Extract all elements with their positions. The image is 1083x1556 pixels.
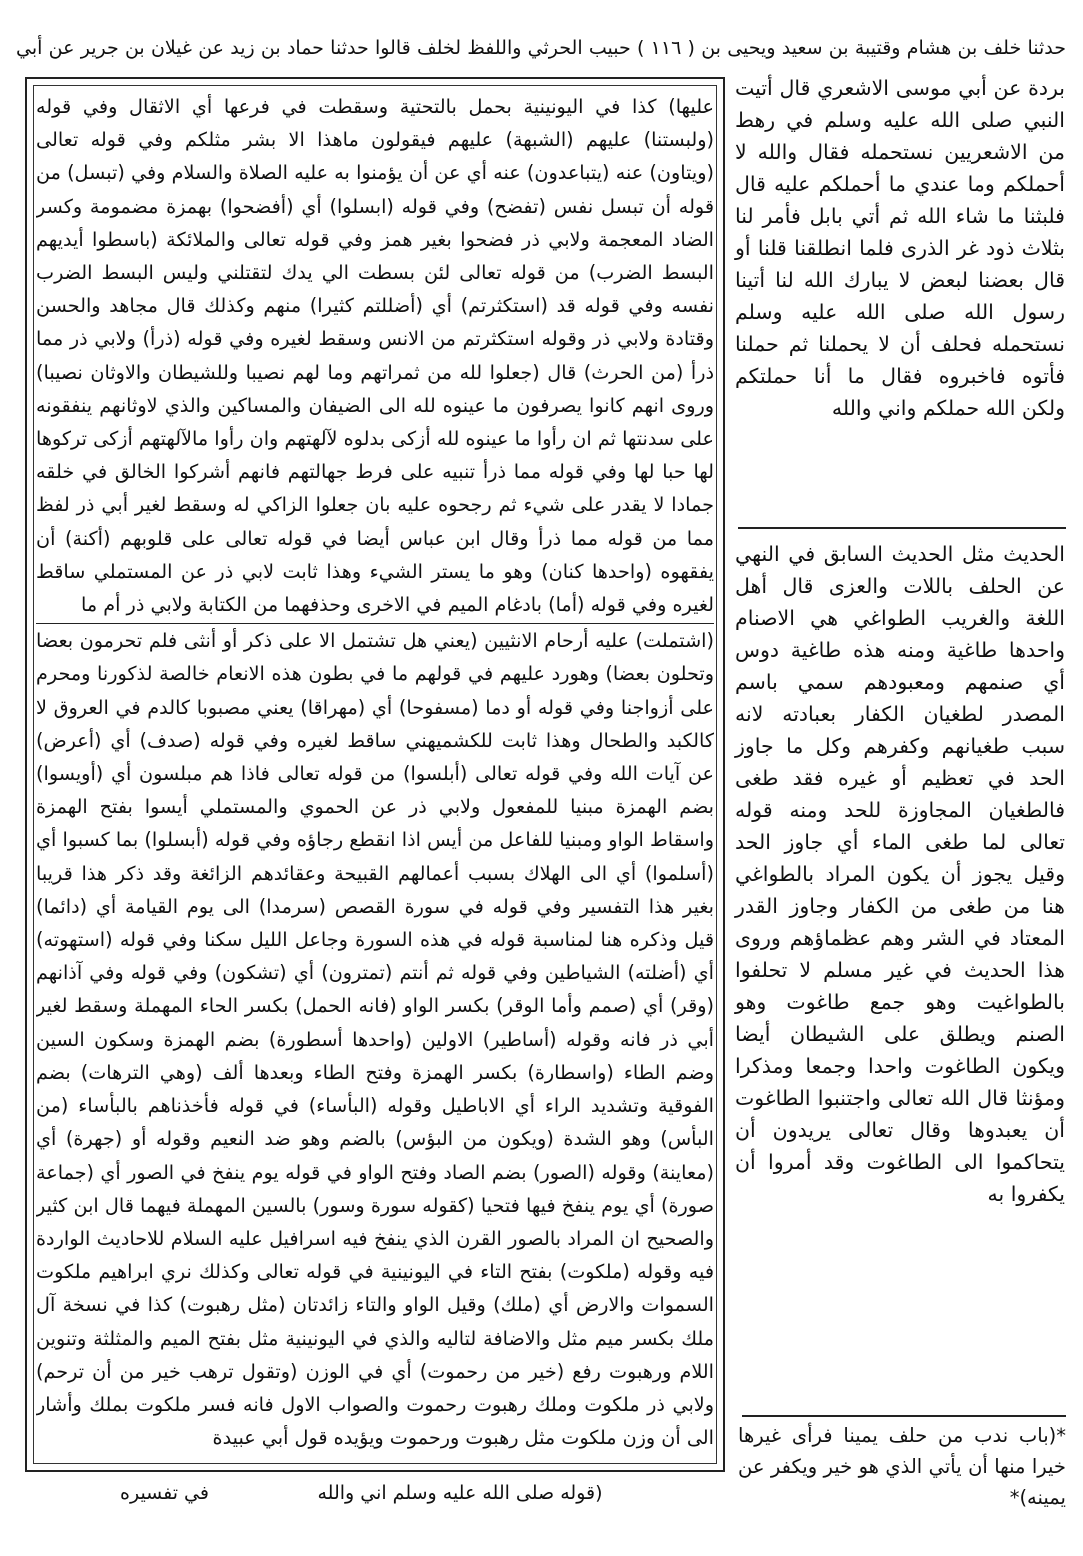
side-column-bottom: الحديث مثل الحديث السابق في النهي عن الحلف باللات والعزى قال أهل اللغة والغريب الطواغي هي الاصنام واحدها طاغية ومنه هذه طاغية دوس أي صنمهم ومعبودهم سمي باسم المصدر لطغيان الكفار بعبادته لانه سبب طغيانهم وكفرهم وكل ما جاوز الحد في تعظيم أو غيره فقد طغى فالطغيان المجاوزة للحد ومنه قوله تعالى لما طغى الماء أي جاوز الحد وقيل يجوز أن يكون المراد بالطواغي هنا من طغى من الكفار وجاوز القدر المعتاد في الشر وهم عظماؤهم وروى هذا الحديث في غير مسلم لا تحلفوا بالطواغيت وهو جمع طاغوت وهو الصنم ويطلق على الشيطان أيضا ويكون الطاغوت واحدا وجمعا ومذكرا ومؤنثا قال الله تعالى واجتنبوا الطاغوت أن يعبدوها وقال تعالى يريدون أن يتحاكموا الى الطاغوت وقد أمروا أن يكفروا به bbox=[735, 542, 1065, 1206]
main-commentary bbox=[36, 90, 714, 1465]
side-foot-divider bbox=[742, 1415, 1066, 1417]
side-column-top: بردة عن أبي موسى الاشعري قال أتيت النبي صلى الله عليه وسلم في رهط من الاشعريين نستحمله فقال والله لا أحملكم وما عندي ما أحملكم عليه قال فلبثنا ما شاء الله ثم أتي بابل فأمر لنا بثلاث ذود غر الذرى فلما انطلقنا قلنا أو قال بعضنا لبعض لا يبارك الله لنا أتينا رسول الله صلى الله عليه وسلم نستحمله فحلف أن لا يحملنا ثم حملنا فأتوه فاخبروه فقال ما أنا حملتكم ولكن الله حملكم واني والله bbox=[735, 76, 1065, 420]
side-divider bbox=[738, 527, 1066, 529]
page-footer bbox=[40, 1475, 1040, 1511]
footer-left-catchword: في تفسيره bbox=[120, 1482, 209, 1504]
header-line: حدثنا خلف بن هشام وقتيبة بن سعيد ويحيى بن ( ١١٦ ) حبيب الحرثي واللفظ لخلف قالوا حدثنا حماد بن زيد عن غيلان بن جرير عن أبي bbox=[16, 37, 1066, 59]
main-paragraph-2: (اشتملت) عليه أرحام الانثيين (يعني هل تشتمل الا على ذكر أو أنثى فلم تحرمون بعضا وتحلون بعضا) وهورد عليهم في قولهم ما في بطون هذه الانعام خالصة لذكورنا ومحرم على أزواجنا وفي قوله أو دما (مسفوحا) أي (مهراقا) يعني مصبوبا كالدم في العروق لا كالكبد والطحال وهذا ثابت للكشميهني ساقط لغيره وفي قوله (صدف) أي (أعرض) عن آيات الله وفي قوله تعالى (أبلسوا) من قوله تعالى فاذا هم مبلسون أي (أويسوا) بضم الهمزة مبنيا للمفعول ولابي ذر عن الحموي والمستملي أيسوا بفتح الهمزة واسقاط الواو ومبنيا للفاعل من أيس اذا انقطع رجاؤه وفي قوله (أبسلوا) بما كسبوا أي (أسلموا) أي الى الهلاك بسبب أعمالهم القبيحة وعقائدهم الزائغة وقد ذكر هذا قريبا بغير هذا التفسير وفي قوله في سورة القصص (سرمدا) الى يوم القيامة أي (دائما) قيل وذكره هنا لمناسبة قوله في هذه السورة وجاعل الليل سكنا وفي قوله (استهوته) أي (أضلته) الشياطين وفي قوله ثم أنتم (تمترون) أي (تشكون) وفي قوله وفي آذانهم (وقر) أي (صمم وأما الوقر) بكسر الواو (فانه الحمل) بكسر الحاء المهملة وسقط لغير أبي ذر فانه وقوله (أساطير) الاولين (واحدها أسطورة) بضم الهمزة وسكون السين وضم الطاء (واسطارة) بكسر الهمزة وفتح الطاء وبعدها ألف (وهي الترهات) بضم الفوقية وتشديد الراء أي الاباطيل وقوله (البأساء) في قوله فأخذناهم بالبأساء (من البأس) وهو الشدة (ويكون من البؤس) بالضم وهو ضد النعيم وقوله أو (جهرة) أي (معاينة) وقوله (الصور) بضم الصاد وفتح الواو في قوله يوم ينفخ في الصور أي (جماعة صورة) أي يوم ينفخ فيها فتحيا (كقوله سورة وسور) بالسين المهملة فيهما قال ابن كثير والصحيح ان المراد بالصور القرن الذي ينفخ فيه اسرافيل عليه السلام للاحاديث الواردة فيه وقوله (ملكوت) بفتح التاء في اليونينية في قوله تعالى وكذلك نري ابراهيم ملكوت السموات والارض أي (ملك) وقيل الواو والتاء زائدتان (مثل رهبوت) كذا في نسخة آل ملك بكسر ميم مثل والاضافة لتاليه والذي في اليونينية مثل بفتح الميم والمثلثة وتنوين اللام ورهبوت رفع (خير من رحموت) أي في الوزن (وتقول ترهب خير من أن ترحم) ولابي ذر ملكوت وملك رهبوت رحموت والصواب الاول فانه فسر ملكوت بملك وأشار الى أن وزن ملكوت مثل رهبوت ورحموت ويؤيده قول أبي عبيدة bbox=[36, 629, 714, 1450]
footer-catchword: (قوله صلى الله عليه وسلم اني والله bbox=[317, 1482, 603, 1504]
main-paragraph-1: عليها) كذا في اليونينية بحمل بالتحتية وسقطت في فرعها أي الاثقال وفي قوله (ولبستنا) عليهم (الشبهة) عليهم فيقولون ماهذا الا بشر مثلكم وفي قوله تعالى (ويتاون) عنه (يتباعدون) عنه أي عن أن يؤمنوا به عليه الصلاة والسلام وفي (تبسل) من قوله أن تبسل نفس (تفضح) وفي قوله (ابسلوا) أي (أفضحوا) بهمزة مضمومة وكسر الضاد المعجمة ولابي ذر فضحوا بغير همز وفي قوله تعالى والملائكة (باسطوا أيديهم البسط الضرب) من قوله تعالى لئن بسطت الي يدك لتقتلني وليس البسط الضرب نفسه وفي قوله قد (استكثرتم) أي (أضللتم كثيرا) منهم وكذلك قال مجاهد والحسن وقتادة ولابي ذر وقوله استكثرتم من الانس وسقط لغيره وفي قوله (ذرأ) ولابي ذر مما ذرأ (من الحرث) قال (جعلوا لله من ثمراتهم وما لهم نصيبا وللشيطان والاوثان نصيبا) وروى انهم كانوا يصرفون ما عينوه لله الى الضيفان والمساكين والذي لاوثانهم ينفقونه على سدنتها ثم ان رأوا ما عينوه لله أزكى بدلوه لآلهتهم وان رأوا مالآلهتهم أزكى تركوها لها حبا لها وفي قوله مما ذرأ تنبيه على فرط جهالتهم فانهم أشركوا الخالق في خلقه جمادا لا يقدر على شيء ثم رجحوه عليه بان جعلوا الزاكي له وسقط لغير أبي ذر لفظ مما من قوله مما ذرأ وقال ابن عباس أيضا في قوله تعالى على قلوبهم (أكنة) أن يفقهوه (واحدها كنان) وهو ما يستر الشيء وهذا ثابت لابي ذر عن المستملي ساقط لغيره وفي قوله (أما) بادغام الميم في الاخرى وحذفهما من الكتابة ولابي ذر أم ما bbox=[36, 95, 714, 617]
side-chapter-heading: *(باب ندب من حلف يمينا فرأى غيرها خيرا منها أن يأتي الذي هو خير ويكفر عن يمينه)* bbox=[738, 1424, 1066, 1509]
